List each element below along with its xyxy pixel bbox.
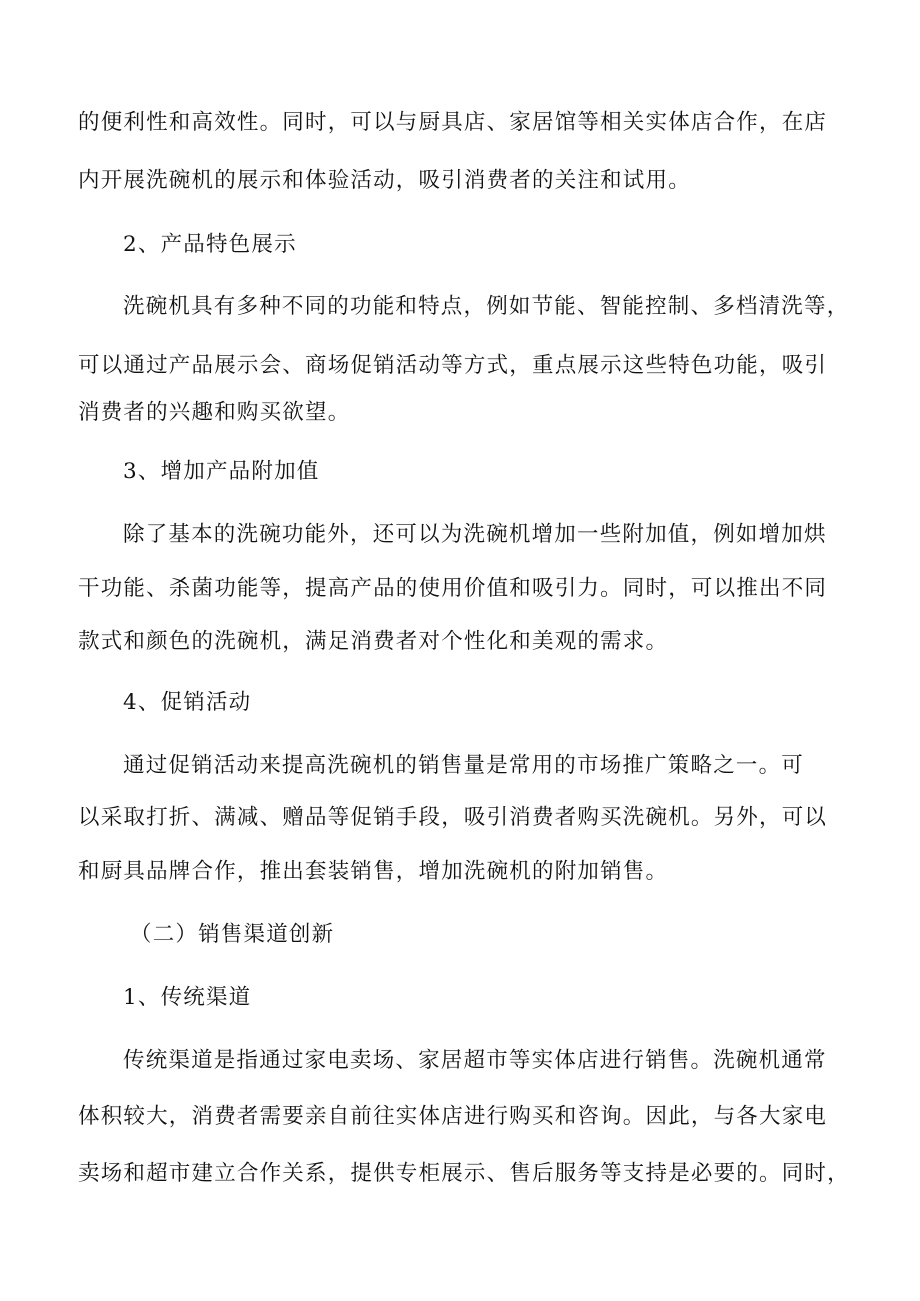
- paragraph-line: 可以通过产品展示会、商场促销活动等方式，重点展示这些特色功能，吸引: [78, 353, 828, 378]
- paragraph-line: 的便利性和高效性。同时，可以与厨具店、家居馆等相关实体店合作，在店: [78, 110, 828, 135]
- paragraph-line: 传统渠道是指通过家电卖场、家居超市等实体店进行销售。洗碗机通常: [123, 1048, 827, 1073]
- subsection-heading: （二）销售渠道创新: [130, 922, 335, 947]
- paragraph-line: 以采取打折、满减、赠品等促销手段，吸引消费者购买洗碗机。另外，可以: [78, 805, 828, 830]
- paragraph-line: 和厨具品牌合作，推出套装销售，增加洗碗机的附加销售。: [78, 859, 669, 884]
- paragraph-line: 体积较大，消费者需要亲自前往实体店进行购买和咨询。因此，与各大家电: [78, 1104, 828, 1129]
- paragraph-line: 除了基本的洗碗功能外，还可以为洗碗机增加一些附加值，例如增加烘: [123, 522, 827, 547]
- paragraph-line: 洗碗机具有多种不同的功能和特点，例如节能、智能控制、多档清洗等，: [123, 294, 850, 319]
- paragraph-line: 干功能、杀菌功能等，提高产品的使用价值和吸引力。同时，可以推出不同: [78, 576, 828, 601]
- section-heading: 3、增加产品附加值: [123, 459, 320, 484]
- paragraph-line: 卖场和超市建立合作关系，提供专柜展示、售后服务等支持是必要的。同时，: [78, 1161, 850, 1186]
- section-heading: 4、促销活动: [123, 690, 252, 715]
- paragraph-line: 内开展洗碗机的展示和体验活动，吸引消费者的关注和试用。: [78, 168, 691, 193]
- paragraph-line: 通过促销活动来提高洗碗机的销售量是常用的市场推广策略之一。可: [123, 753, 805, 778]
- section-heading: 2、产品特色展示: [123, 232, 297, 257]
- section-heading: 1、传统渠道: [123, 985, 252, 1010]
- paragraph-line: 消费者的兴趣和购买欲望。: [78, 400, 351, 425]
- paragraph-line: 款式和颜色的洗碗机，满足消费者对个性化和美观的需求。: [78, 629, 669, 654]
